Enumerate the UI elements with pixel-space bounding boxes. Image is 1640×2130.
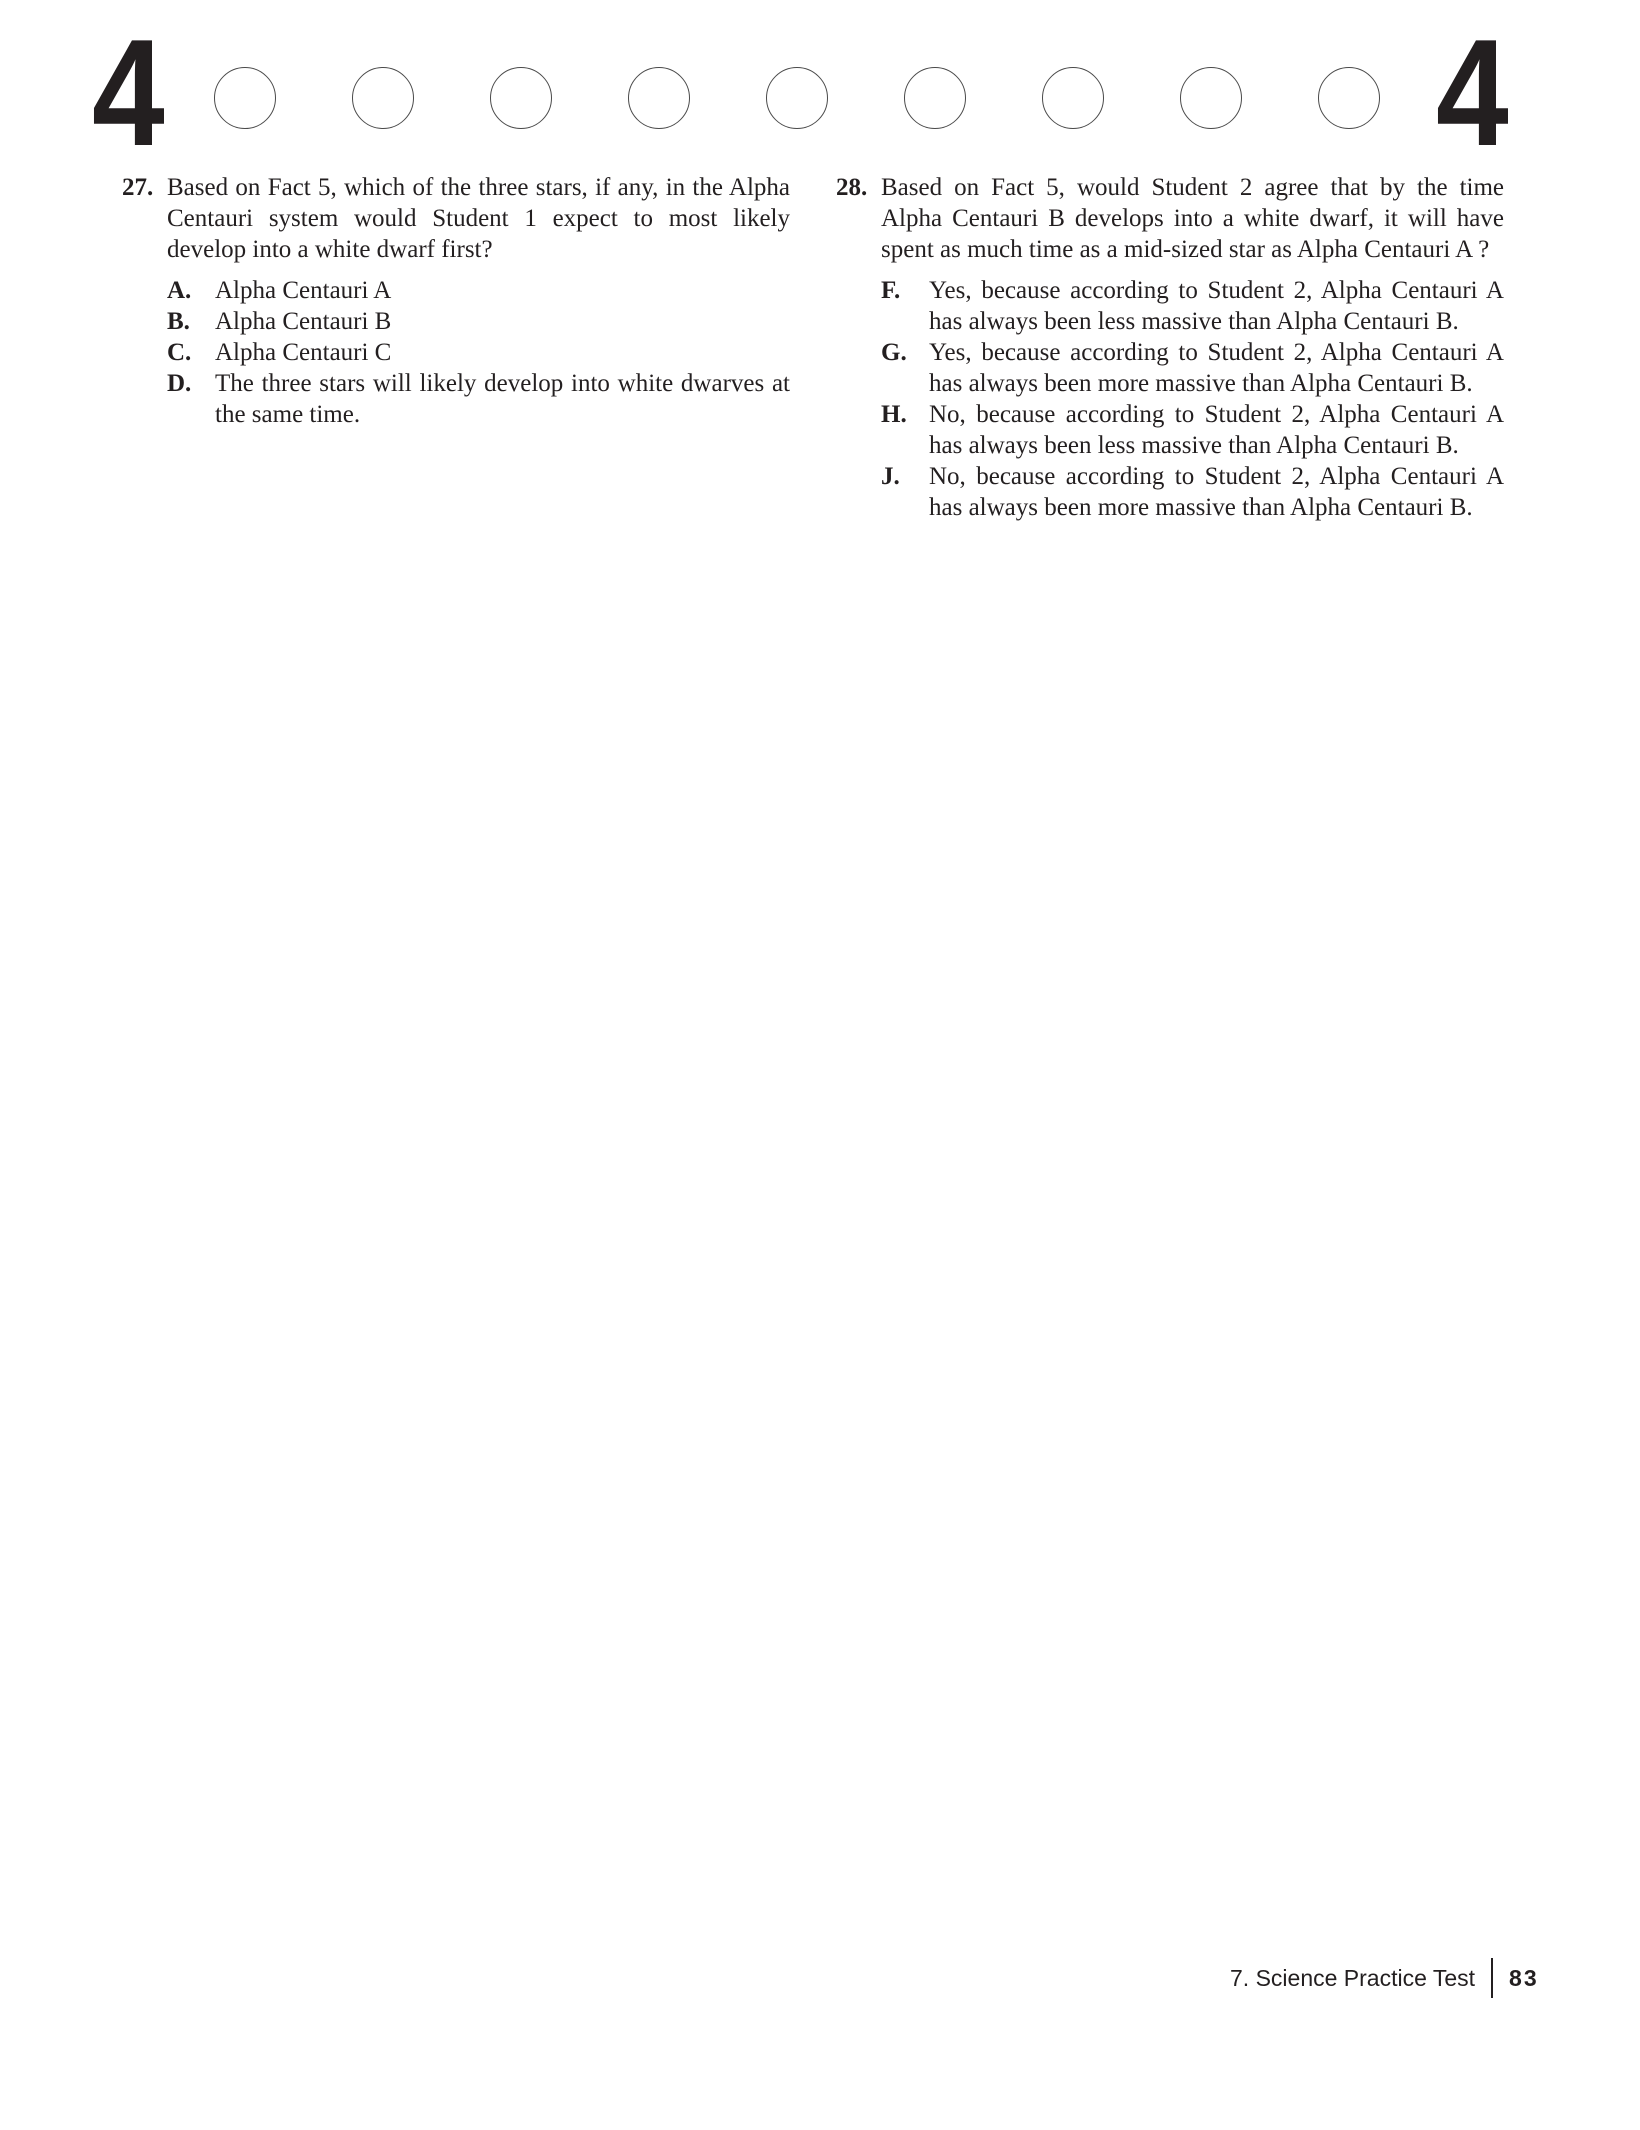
page-number: 83 (1509, 1964, 1539, 1991)
choice-text: Alpha Centauri A (215, 277, 392, 304)
header-circle (1042, 67, 1104, 129)
question-number: 27. (122, 174, 154, 201)
choice-letter: B. (167, 308, 190, 335)
answer-choice-j[interactable] (881, 461, 1504, 523)
header-circle (214, 67, 276, 129)
answer-choice-g[interactable] (881, 337, 1504, 399)
section-number-right: 4 (1436, 8, 1506, 178)
answer-choice-c[interactable] (167, 337, 790, 368)
header-circle (1180, 67, 1242, 129)
choice-text: Yes, because according to Student 2, Alpha Centauri A has always been more massive than Alpha Centauri B. (929, 339, 1504, 397)
question-stem: Based on Fact 5, which of the three stars, if any, in the Alpha Centauri system would Student 1 expect to most likely develop into a white dwarf first? (167, 174, 790, 263)
header-circle (766, 67, 828, 129)
answer-choices (836, 275, 1504, 523)
answer-choice-a[interactable] (167, 275, 790, 306)
answer-choice-b[interactable] (167, 306, 790, 337)
chapter-title: 7. Science Practice Test (1230, 1964, 1476, 1991)
choice-text: No, because according to Student 2, Alpha Centauri A has always been less massive than Alpha Centauri B. (929, 401, 1504, 459)
question-number: 28. (836, 174, 868, 201)
choice-text: Yes, because according to Student 2, Alpha Centauri A has always been less massive than Alpha Centauri B. (929, 277, 1504, 335)
header-circle (628, 67, 690, 129)
choice-letter: F. (881, 277, 901, 304)
question-28 (836, 172, 1504, 523)
answer-choice-h[interactable] (881, 399, 1504, 461)
header-circle (352, 67, 414, 129)
answer-choices (122, 275, 790, 430)
choice-letter: H. (881, 401, 907, 428)
question-stem: Based on Fact 5, would Student 2 agree that by the time Alpha Centauri B develops into a white dwarf, it will have spent as much time as a mid-sized star as Alpha Centauri A ? (881, 174, 1504, 263)
choice-letter: G. (881, 339, 907, 366)
question-27 (122, 172, 790, 430)
header-circle (1318, 67, 1380, 129)
choice-letter: J. (881, 463, 900, 490)
choice-letter: A. (167, 277, 192, 304)
page-footer (1230, 1958, 1539, 1998)
header-circle (490, 67, 552, 129)
choice-letter: C. (167, 339, 192, 366)
section-number-left: 4 (92, 8, 162, 178)
header-circle (904, 67, 966, 129)
choice-text: Alpha Centauri B (215, 308, 392, 335)
answer-choice-f[interactable] (881, 275, 1504, 337)
choice-text: No, because according to Student 2, Alpha Centauri A has always been more massive than Alpha Centauri B. (929, 463, 1504, 521)
choice-text: The three stars will likely develop into white dwarves at the same time. (215, 370, 790, 428)
choice-letter: D. (167, 370, 192, 397)
choice-text: Alpha Centauri C (215, 339, 392, 366)
answer-choice-d[interactable] (167, 368, 790, 430)
